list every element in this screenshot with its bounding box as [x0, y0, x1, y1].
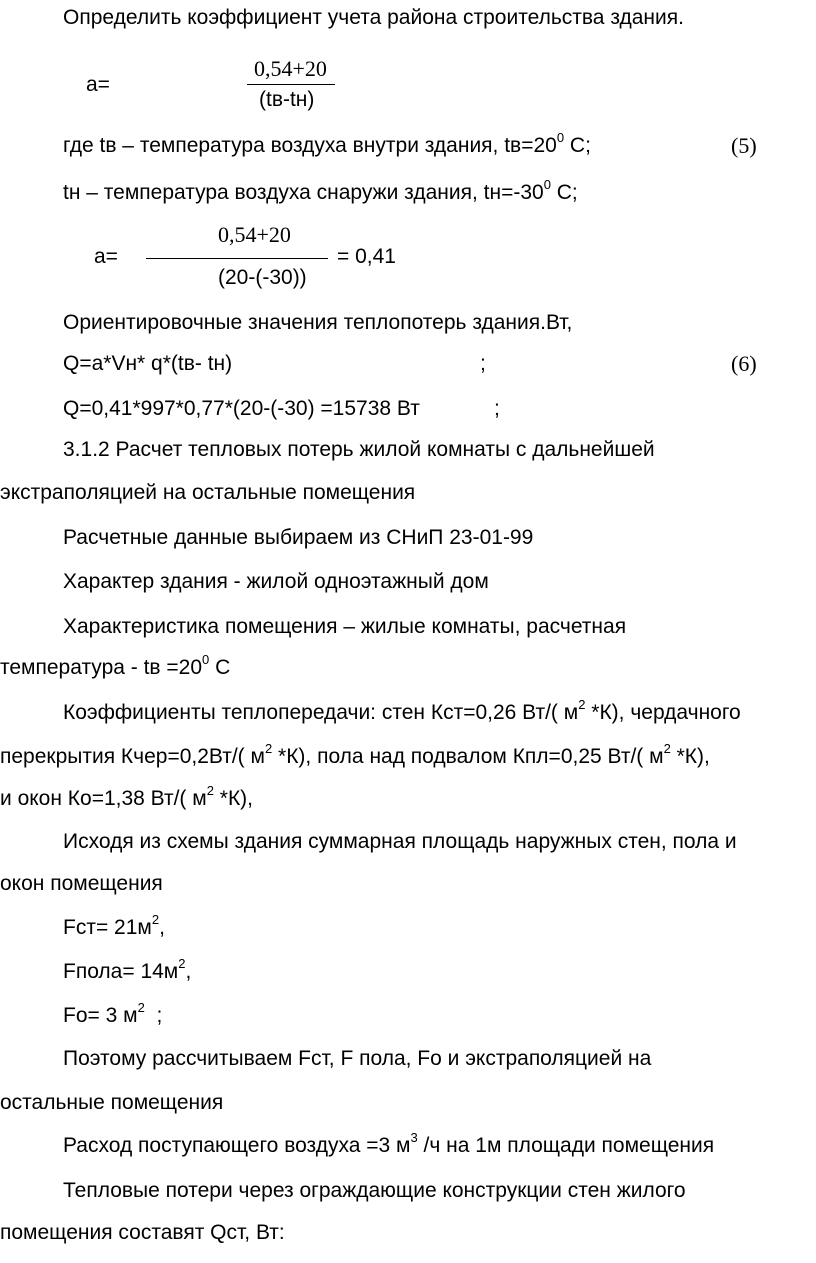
air-flow-line: Расход поступающего воздуха =3 $м^3$ /ч на 1м площади помещения — [63, 1130, 715, 1157]
areas-intro-line2: окон помещения — [0, 872, 163, 895]
formula1-denominator: (tв-tн) — [259, 88, 315, 111]
equation-number-6: (6) — [731, 351, 757, 376]
coeffs-line3: и окон Ко=1,38 Вт/( $м^2$ *К), — [0, 783, 254, 810]
section-heading-line2: экстраполяцией на остальные помещения — [0, 481, 416, 504]
intro-line: Определить коэффициент учета района строительства здания. — [63, 6, 684, 29]
area-floor: Fпола= $14м^2$, — [63, 956, 192, 983]
where-tn-line: tн – температура воздуха снаружи здания, $tн=-30^0$ С; — [63, 177, 578, 204]
calc-note-line2: остальные помещения — [0, 1091, 224, 1114]
calc-note-line1: Поэтому рассчитываем Fст, F пола, Fо и экстраполяцией на — [63, 1047, 652, 1070]
coeffs-line1: Коэффициенты теплопередачи: стен Кст=0,26 Вт/( $м^2$ *К), чердачного — [63, 697, 741, 724]
coeffs-line2: перекрытия Кчер=0,2Вт/( $м^2$ *К), пола над подвалом Кпл=0,25 Вт/( $м^2$ *К), — [0, 741, 710, 768]
formula2-numerator: 0,54+20 — [218, 222, 291, 247]
area-windows: Fо= 3 $м^2$ ; — [63, 1000, 163, 1027]
formula2-result: = 0,41 — [337, 245, 396, 268]
room-char-line2: температура - tв $=20^0$ С — [0, 652, 231, 679]
formula2-lhs: a= — [94, 245, 118, 268]
design-data-line: Расчетные данные выбираем из СНиП 23-01-99 — [63, 526, 534, 549]
where-tv-line: где tв – температура воздуха внутри здания, $tв=20^0$ С; — [63, 130, 591, 157]
formula3: Q=a*Vн* q*(tв- tн) — [63, 352, 233, 375]
equation-number-5: (5) — [731, 133, 757, 158]
formula2-fraction-bar — [146, 258, 328, 259]
section-heading-line1: 3.1.2 Расчет тепловых потерь жилой комнаты с дальнейшей — [63, 438, 655, 461]
room-char-line1: Характеристика помещения – жилые комнаты, расчетная — [63, 615, 627, 638]
formula1-lhs: a= — [86, 73, 110, 96]
building-type-line: Характер здания - жилой одноэтажный дом — [63, 570, 489, 593]
heat-loss-title: Ориентировочные значения теплопотерь здания.Вт, — [63, 311, 573, 334]
formula1-numerator: 0,54+20 — [254, 56, 327, 81]
formula2-denominator: (20-(-30)) — [218, 266, 307, 289]
formula3-calc-semicolon: ; — [494, 397, 500, 420]
formula3-calc: Q=0,41*997*0,77*(20-(-30) =15738 Вт — [63, 397, 420, 420]
areas-intro-line1: Исходя из схемы здания суммарная площадь наружных стен, пола и — [63, 830, 737, 853]
formula3-semicolon: ; — [480, 352, 486, 375]
area-walls: $Fст= 21м^2$, — [63, 912, 165, 939]
formula1-fraction-bar — [247, 84, 335, 85]
walls-loss-line2: помещения составят Qст, Вт: — [0, 1221, 285, 1244]
walls-loss-line1: Тепловые потери через ограждающие конструкции стен жилого — [63, 1179, 686, 1202]
